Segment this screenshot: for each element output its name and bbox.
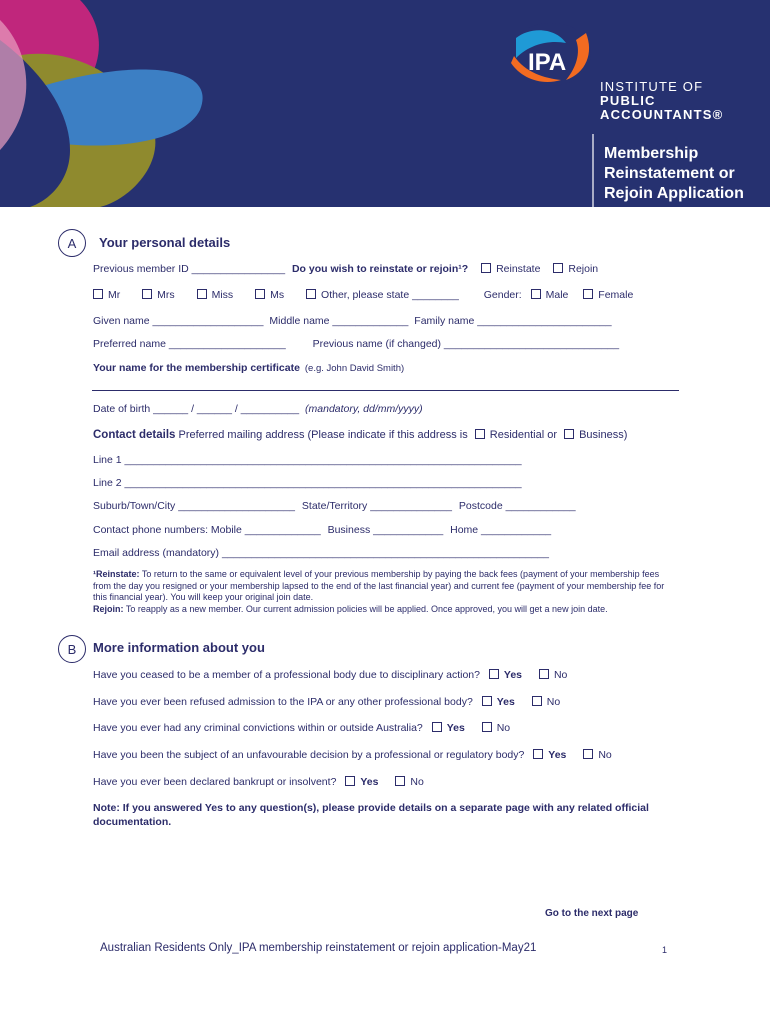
question-text: Have you ever had any criminal convictions within or outside Australia? xyxy=(93,722,423,734)
section-b-marker: B xyxy=(58,635,86,663)
no-option[interactable] xyxy=(395,776,423,788)
question-text: Have you ever been declared bankrupt or insolvent? xyxy=(93,776,337,788)
no-label: No xyxy=(546,696,561,708)
reinstate-rejoin-footnote xyxy=(93,569,673,615)
no-label: No xyxy=(496,722,511,734)
ms-label: Ms xyxy=(270,289,285,301)
organisation-name xyxy=(600,80,723,122)
address-type-business[interactable] xyxy=(564,429,627,441)
reinstate-label: Reinstate xyxy=(496,263,541,275)
residential-checkbox[interactable] xyxy=(475,429,485,439)
question-text: Have you ever been refused admission to the IPA or any other professional body? xyxy=(93,696,473,708)
rejoin-checkbox[interactable] xyxy=(553,263,563,273)
header-banner xyxy=(0,0,770,207)
ipa-logo-icon xyxy=(506,18,596,88)
title-option-mr[interactable] xyxy=(93,289,120,301)
question-row xyxy=(93,722,510,734)
yes-option[interactable] xyxy=(345,776,378,788)
mr-checkbox[interactable] xyxy=(93,289,103,299)
other-title-field[interactable]: Other, please state ________ xyxy=(321,289,459,301)
title-divider xyxy=(592,134,594,207)
reinstate-checkbox[interactable] xyxy=(481,263,491,273)
no-checkbox[interactable] xyxy=(539,669,549,679)
mrs-label: Mrs xyxy=(157,289,175,301)
decorative-swirl-graphic xyxy=(0,0,300,207)
reinstate-footnote-label: ¹Reinstate: xyxy=(93,569,140,579)
title-option-other[interactable] xyxy=(306,289,459,301)
rejoin-footnote-label: Rejoin: xyxy=(93,603,124,614)
question-row xyxy=(93,749,612,761)
no-label: No xyxy=(553,669,568,681)
miss-checkbox[interactable] xyxy=(197,289,207,299)
mrs-checkbox[interactable] xyxy=(142,289,152,299)
org-name-line-2: PUBLIC xyxy=(600,93,656,108)
section-a-title: Your personal details xyxy=(99,235,231,250)
title-option-mrs[interactable] xyxy=(142,289,175,301)
family-name-field[interactable]: Family name _______________________ xyxy=(414,315,612,327)
yes-label: Yes xyxy=(548,749,567,761)
reinstate-option[interactable] xyxy=(481,263,540,275)
no-label: No xyxy=(598,749,612,761)
ms-checkbox[interactable] xyxy=(255,289,265,299)
yes-checkbox[interactable] xyxy=(482,696,492,706)
form-title-line-3: Rejoin Application xyxy=(604,185,744,202)
rejoin-label: Rejoin xyxy=(568,263,599,275)
residential-label: Residential or xyxy=(489,429,558,441)
state-field[interactable]: State/Territory ______________ xyxy=(301,500,452,512)
no-checkbox[interactable] xyxy=(395,776,405,786)
svg-text:IPA: IPA xyxy=(528,49,567,76)
yes-option[interactable] xyxy=(432,722,465,734)
yes-label: Yes xyxy=(496,696,515,708)
gender-option-female[interactable] xyxy=(583,289,633,301)
section-b-note xyxy=(93,801,683,829)
rejoin-option[interactable] xyxy=(553,263,598,275)
form-title-line-2: Reinstatement or xyxy=(604,165,735,182)
yes-label: Yes xyxy=(446,722,465,734)
address-line-2-field[interactable]: Line 2 ____________________________________________________________________ xyxy=(93,477,522,489)
business-label: Business) xyxy=(579,429,628,441)
gender-label: Gender: xyxy=(483,289,522,301)
no-option[interactable] xyxy=(482,722,510,734)
yes-checkbox[interactable] xyxy=(533,749,543,759)
given-name-field[interactable]: Given name ___________________ xyxy=(93,315,264,327)
postcode-field[interactable]: Postcode ____________ xyxy=(458,500,576,512)
preferred-name-field[interactable]: Preferred name ____________________ xyxy=(93,338,286,350)
mobile-phone-field[interactable]: Contact phone numbers: Mobile _____________ xyxy=(93,524,321,536)
yes-label: Yes xyxy=(360,776,379,788)
form-title xyxy=(604,144,744,204)
business-phone-field[interactable]: Business ____________ xyxy=(327,524,444,536)
miss-label: Miss xyxy=(211,289,234,301)
certificate-name-label: Your name for the membership certificate xyxy=(93,362,300,374)
yes-checkbox[interactable] xyxy=(432,722,442,732)
no-checkbox[interactable] xyxy=(482,722,492,732)
male-label: Male xyxy=(545,289,569,301)
yes-label: Yes xyxy=(503,669,523,681)
next-page-link[interactable]: Go to the next page xyxy=(545,908,639,919)
reinstate-footnote-text: To return to the same or equivalent level of your previous membership by paying the back fees (payment of your membership fees from the day you resigned or your membership lapsed to the end of the last financial year) and current fee (payment of your membership fee for this financial year). You will keep your original join date. xyxy=(93,569,665,603)
other-checkbox[interactable] xyxy=(306,289,316,299)
address-line-1-field[interactable]: Line 1 ____________________________________________________________________ xyxy=(93,454,522,466)
certificate-name-line[interactable] xyxy=(92,390,679,391)
male-checkbox[interactable] xyxy=(531,289,541,299)
no-option[interactable] xyxy=(532,696,560,708)
page-number: 1 xyxy=(662,945,668,955)
section-b-note-label: Note: xyxy=(93,802,120,814)
question-row xyxy=(93,776,424,788)
date-of-birth-field[interactable]: Date of birth ______ / ______ / __________ xyxy=(93,403,300,415)
suburb-field[interactable]: Suburb/Town/City ____________________ xyxy=(93,500,295,512)
business-checkbox[interactable] xyxy=(564,429,574,439)
yes-checkbox[interactable] xyxy=(345,776,355,786)
no-label: No xyxy=(410,776,424,788)
no-option[interactable] xyxy=(539,669,567,681)
yes-option[interactable] xyxy=(533,749,566,761)
mr-label: Mr xyxy=(108,289,121,301)
rejoin-footnote-text: To reapply as a new member. Our current admission policies will be applied. Once approved, you will get a new join date. xyxy=(125,603,608,614)
document-footer: Australian Residents Only_IPA membership reinstatement or rejoin application-May21 xyxy=(100,942,537,954)
female-checkbox[interactable] xyxy=(583,289,593,299)
address-type-residential[interactable] xyxy=(475,429,557,441)
org-name-line-1: INSTITUTE OF xyxy=(600,79,704,94)
home-phone-field[interactable]: Home ____________ xyxy=(450,524,552,536)
gender-option-male[interactable] xyxy=(531,289,569,301)
section-b-title: More information about you xyxy=(93,640,265,655)
form-title-line-1: Membership xyxy=(604,145,699,162)
section-a-marker: A xyxy=(58,229,86,257)
dob-note: (mandatory, dd/mm/yyyy) xyxy=(305,403,423,415)
certificate-name-example: (e.g. John David Smith) xyxy=(304,363,405,374)
no-checkbox[interactable] xyxy=(532,696,542,706)
yes-checkbox[interactable] xyxy=(489,669,499,679)
section-b-note-text: If you answered Yes to any question(s), please provide details on a separate page with any related official documentation. xyxy=(93,802,649,828)
rejoin-footnote xyxy=(93,604,673,616)
middle-name-field[interactable]: Middle name _____________ xyxy=(269,315,409,327)
female-label: Female xyxy=(598,289,634,301)
mailing-address-instruction: Preferred mailing address (Please indicate if this address is xyxy=(178,429,468,441)
yes-option[interactable] xyxy=(489,669,522,681)
question-row xyxy=(93,669,567,681)
reinstate-footnote xyxy=(93,569,673,604)
question-text: Have you been the subject of an unfavourable decision by a professional or regulatory body? xyxy=(93,749,525,761)
question-row xyxy=(93,696,560,708)
yes-option[interactable] xyxy=(482,696,515,708)
ipa-logo xyxy=(506,18,596,93)
title-option-ms[interactable] xyxy=(255,289,284,301)
title-option-miss[interactable] xyxy=(197,289,234,301)
org-name-line-3: ACCOUNTANTS® xyxy=(600,107,724,122)
previous-member-id-field[interactable]: Previous member ID ________________ xyxy=(93,263,286,275)
no-option[interactable] xyxy=(583,749,611,761)
no-checkbox[interactable] xyxy=(583,749,593,759)
previous-name-field[interactable]: Previous name (if changed) ______________________________ xyxy=(312,338,620,350)
contact-details-heading: Contact details xyxy=(93,429,176,441)
question-text: Have you ceased to be a member of a professional body due to disciplinary action? xyxy=(93,669,480,681)
email-field[interactable]: Email address (mandatory) ________________________________________________________ xyxy=(93,547,549,559)
reinstate-question: Do you wish to reinstate or rejoin¹? xyxy=(291,263,469,275)
